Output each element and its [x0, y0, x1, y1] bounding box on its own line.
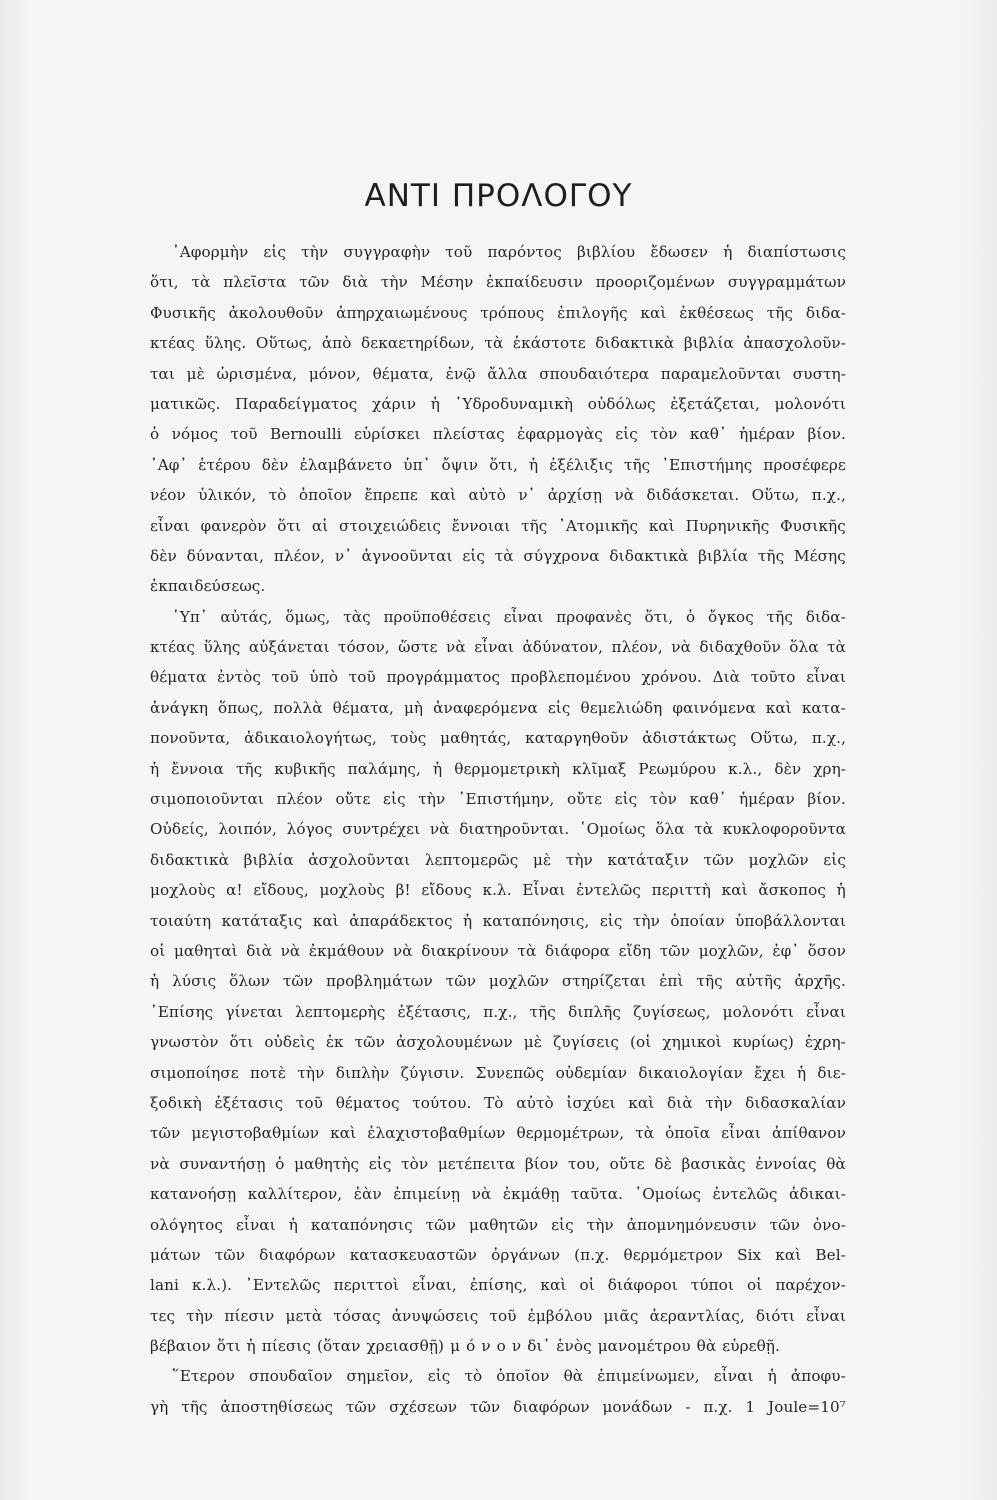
- text-line: lani κ.λ.). ᾽Εντελῶς περιττοὶ εἶναι, ἐπίσης, καὶ οἱ διάφοροι τύποι οἱ παρέχον-: [150, 1276, 846, 1295]
- text-line: ῾Υπ᾽ αὐτάς, ὅμως, τὰς προϋποθέσεις εἶναι προφανὲς ὅτι, ὁ ὄγκος τῆς διδα-: [172, 607, 846, 626]
- text-line: ὁ νόμος τοῦ Bernoulli εὑρίσκει πλείστας ἐφαρμογὰς εἰς τὸν καθ᾽ ἡμέραν βίον.: [150, 425, 846, 444]
- text-line: οἱ μαθηταὶ διὰ νὰ ἐκμάθουν νὰ διακρίνουν τὰ διάφορα εἴδη τῶν μοχλῶν, ἐφ᾽ ὅσον: [150, 941, 846, 960]
- text-line: ῞Ετερον σπουδαῖον σημεῖον, εἰς τὸ ὁποῖον θὰ ἐπιμείνωμεν, εἶναι ἡ ἀποφυ-: [172, 1367, 846, 1386]
- text-line: ᾽Επίσης γίνεται λεπτομερὴς ἐξέτασις, π.χ., τῆς διπλῆς ζυγίσεως, μολονότι εἶναι: [150, 1002, 846, 1021]
- text-line: ἀνάγκη ὅπως, πολλὰ θέματα, μὴ ἀναφερόμενα εἰς θεμελιώδη φαινόμενα καὶ κατα-: [150, 698, 846, 717]
- text-line: ἐκπαιδεύσεως.: [150, 577, 266, 596]
- text-line: σιμοποιοῦνται πλέον οὔτε εἰς τὴν ᾽Επιστήμην, οὔτε εἰς τὸν καθ᾽ ἡμέραν βίον.: [150, 790, 846, 809]
- text-line: ολόγητος εἶναι ἡ καταπόνησις τῶν μαθητῶν εἰς τὴν ἀπομνημόνευσιν τῶν ὀνο-: [150, 1215, 846, 1234]
- page-title: ΑΝΤΙ ΠΡΟΛΟΓΟΥ: [364, 178, 633, 214]
- text-line: ξοδικὴ ἐξέτασις τοῦ θέματος τούτου. Τὸ αὐτὸ ἰσχύει καὶ διὰ τὴν διδασκαλίαν: [150, 1093, 846, 1112]
- body-text: [150, 237, 846, 1422]
- text-line: γὴ τῆς ἀποστηθίσεως τῶν σχέσεων τῶν διαφόρων μονάδων - π.χ. 1 Joule=10⁷: [150, 1397, 846, 1416]
- text-line: κτέας ὕλης αὐξάνεται τόσον, ὥστε νὰ εἶναι ἀδύνατον, πλέον, νὰ διδαχθοῦν ὅλα τὰ: [150, 638, 846, 657]
- text-line: τοιαύτη κατάταξις καὶ ἀπαράδεκτος ἡ καταπόνησις, εἰς τὴν ὁποίαν ὑποβάλλονται: [150, 911, 846, 930]
- text-line: βέβαιον ὅτι ἡ πίεσις (ὅταν χρειασθῇ) μ ό ν ο ν δι᾽ ἑνὸς μανομέτρου θὰ εὑρεθῇ.: [150, 1337, 780, 1356]
- text-line: ᾽Αφορμὴν εἰς τὴν συγγραφὴν τοῦ παρόντος βιβλίου ἔδωσεν ἡ διαπίστωσις: [172, 243, 846, 261]
- text-line: γνωστὸν ὅτι οὐδεὶς ἐκ τῶν ἀσχολουμένων μὲ ζυγίσεις (οἱ χημικοὶ κυρίως) ἐχρη-: [150, 1033, 846, 1052]
- paragraph: [150, 1361, 846, 1422]
- text-line: ᾽Αφ᾽ ἑτέρου δὲν ἐλαμβάνετο ὑπ᾽ ὄψιν ὅτι, ἡ ἐξέλιξις τῆς ᾽Επιστήμης προσέφερε: [150, 455, 846, 474]
- text-line: νὰ συναντήσῃ ὁ μαθητὴς εἰς τὸν μετέπειτα βίον του, οὔτε δὲ βασικὰς ἐννοίας θὰ: [150, 1154, 846, 1173]
- text-line: τες τὴν πίεσιν μετὰ τόσας ἀνυψώσεις τοῦ ἐμβόλου μιᾶς ἀεραντλίας, διότι εἶναι: [150, 1306, 846, 1325]
- text-line: νέον ὑλικόν, τὸ ὁποῖον ἔπρεπε καὶ αὐτὸ ν᾽ ἀρχίσῃ νὰ διδάσκεται. Οὕτω, π.χ.,: [150, 486, 846, 505]
- text-line: κτέας ὕλης. Οὕτως, ἀπὸ δεκαετηρίδων, τὰ ἑκάστοτε διδακτικὰ βιβλία ἀπασχολοῦν-: [150, 334, 846, 353]
- text-line: εἶναι φανερὸν ὅτι αἱ στοιχειώδεις ἔννοιαι τῆς ᾽Ατομικῆς καὶ Πυρηνικῆς Φυσικῆς: [150, 516, 846, 535]
- text-line: ται μὲ ὡρισμένα, μόνον, θέματα, ἐνῷ ἄλλα σπουδαιότερα παραμελοῦνται συστη-: [150, 364, 846, 383]
- text-line: θέματα ἐντὸς τοῦ ὑπὸ τοῦ προγράμματος προβλεπομένου χρόνου. Διὰ τοῦτο εἶναι: [150, 668, 846, 687]
- text-line: Οὐδείς, λοιπόν, λόγος συντρέχει νὰ διατηροῦνται. ῾Ομοίως ὅλα τὰ κυκλοφοροῦντα: [150, 820, 846, 839]
- text-line: ἡ λύσις ὅλων τῶν προβλημάτων τῶν μοχλῶν στηρίζεται ἐπὶ τῆς αὐτῆς ἀρχῆς.: [150, 972, 846, 991]
- text-line: σιμοποίησε ποτὲ τὴν διπλὴν ζύγισιν. Συνεπῶς οὐδεμίαν δικαιολογίαν ἔχει ἡ διε-: [150, 1063, 846, 1082]
- text-line: Φυσικῆς ἀκολουθοῦν ἀπηρχαιωμένους τρόπους ἐπιλογῆς καὶ ἐκθέσεως τῆς διδα-: [150, 303, 846, 322]
- text-line: μοχλοὺς α! εἴδους, μοχλοὺς β! εἴδους κ.λ. Εἶναι ἐντελῶς περιττὴ καὶ ἄσκοπος ἡ: [150, 881, 846, 900]
- text-line: πονοῦντα, ἀδικαιολογήτως, τοὺς μαθητάς, καταργηθοῦν ἀδιστάκτως Οὕτω, π.χ.,: [150, 729, 846, 748]
- text-line: ἡ ἔννοια τῆς κυβικῆς παλάμης, ἡ θερμομετρικὴ κλῖμαξ Ρεωμύρου κ.λ., δὲν χρη-: [150, 759, 846, 778]
- paragraph: [150, 237, 846, 602]
- text-line: δὲν δύνανται, πλέον, ν᾽ ἀγνοοῦνται εἰς τὰ σύγχρονα διδακτικὰ βιβλία τῆς Μέσης: [150, 546, 846, 565]
- text-line: διδακτικὰ βιβλία ἀσχολοῦνται λεπτομερῶς μὲ τὴν κατάταξιν τῶν μοχλῶν εἰς: [150, 850, 846, 869]
- paragraph: [150, 602, 846, 1362]
- text-line: μάτων τῶν διαφόρων κατασκευαστῶν ὀργάνων (π.χ. θερμόμετρον Six καὶ Bel-: [150, 1245, 846, 1264]
- text-line: τῶν μεγιστοβαθμίων καὶ ἐλαχιστοβαθμίων θερμομέτρων, τὰ ὁποῖα εἶναι ἀπίθανον: [150, 1124, 846, 1143]
- text-line: κατανοήσῃ καλλίτερον, ἐὰν ἐπιμείνῃ νὰ ἐκμάθῃ ταῦτα. ῾Ομοίως ἐντελῶς ἀδικαι-: [150, 1185, 846, 1204]
- text-line: ματικῶς. Παραδείγματος χάριν ἡ ῾Υδροδυναμικὴ οὐδόλως ἐξετάζεται, μολονότι: [150, 394, 846, 413]
- text-line: ὅτι, τὰ πλεῖστα τῶν διὰ τὴν Μέσην ἐκπαίδευσιν προοριζομένων συγγραμμάτων: [150, 273, 846, 292]
